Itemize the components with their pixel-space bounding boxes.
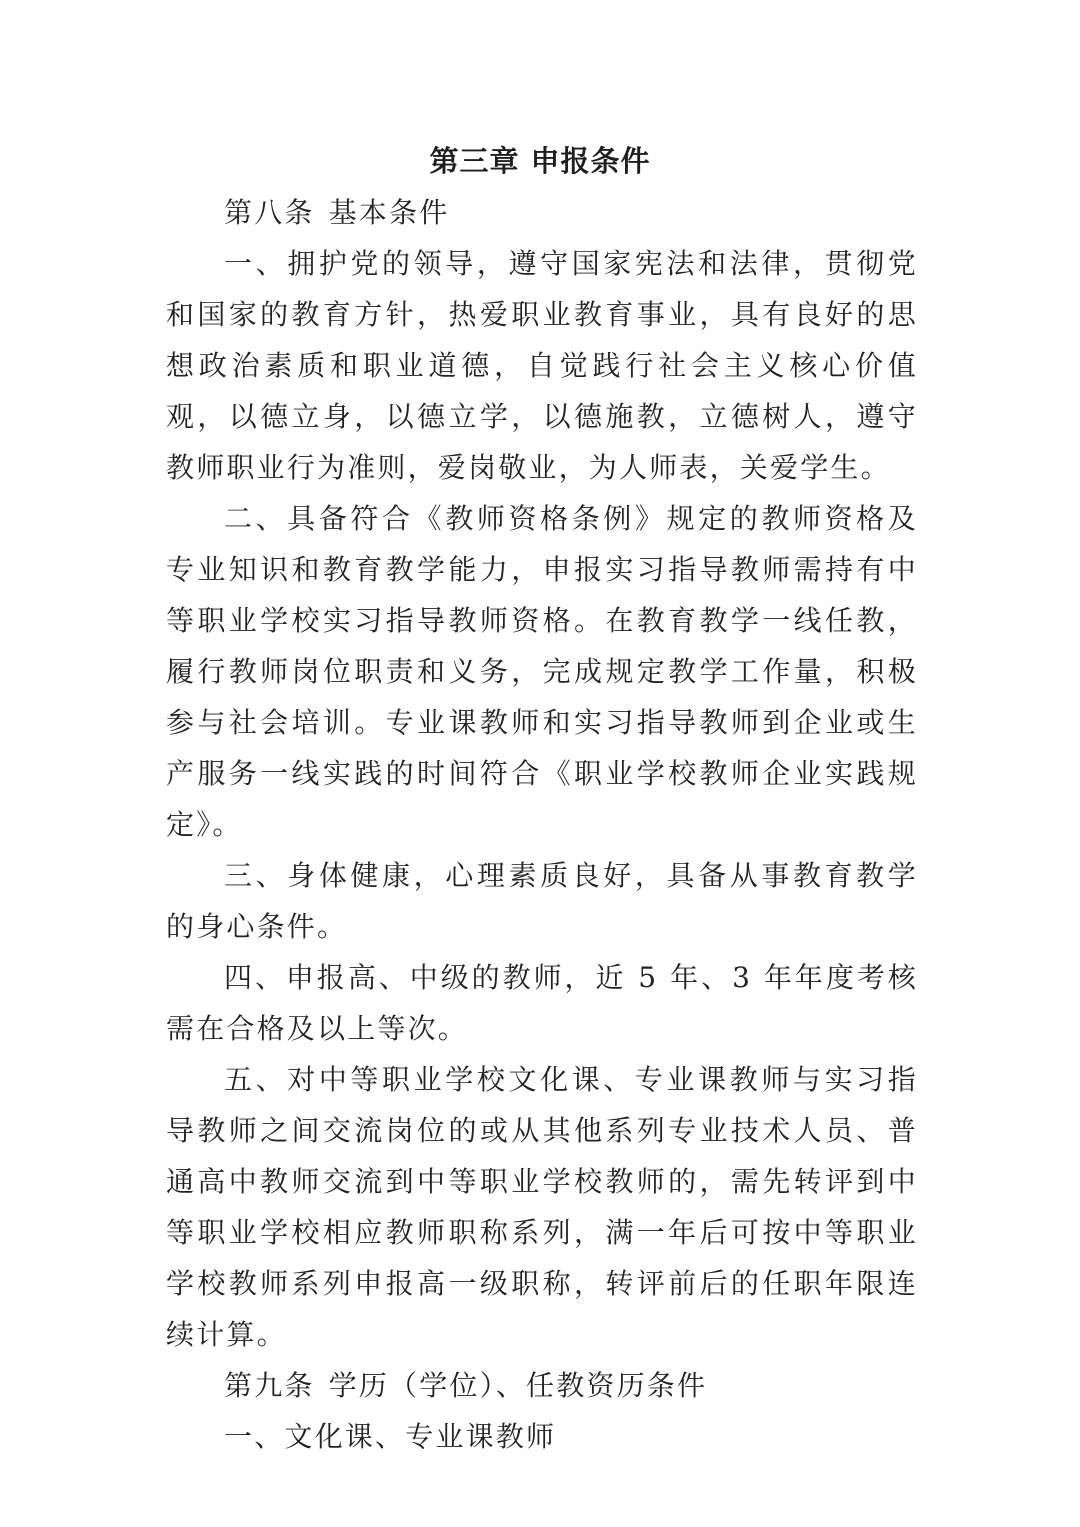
document-body (166, 187, 918, 1462)
article-8-paragraph-4: 四、申报高、中级的教师，近 5 年、3 年年度考核需在合格及以上等次。 (166, 961, 918, 1045)
article-8-paragraph-1: 一、拥护党的领导，遵守国家宪法和法律，贯彻党和国家的教育方针，热爱职业教育事业，具有良好的思想政治素质和职业道德，自觉践行社会主义核心价值观，以德立身，以德立学，以德施教，立德树人，遵守教师职业行为准则，爱岗敬业，为人师表，关爱学生。 (166, 247, 918, 484)
article-9-heading (166, 1360, 918, 1411)
article-8-paragraph-5: 五、对中等职业学校文化课、专业课教师与实习指导教师之间交流岗位的或从其他系列专业技术人员、普通高中教师交流到中等职业学校教师的，需先转评到中等职业学校相应教师职称系列，满一年后可按中等职业学校教师系列申报高一级职称，转评前后的任职年限连续计算。 (166, 1063, 918, 1351)
article-8-title: 基本条件 (328, 196, 450, 229)
article-8-paragraph-2: 二、具备符合《教师资格条例》规定的教师资格及专业知识和教育教学能力，申报实习指导教师需持有中等职业学校实习指导教师资格。在教育教学一线任教，履行教师岗位职责和义务，完成规定教学工作量，积极参与社会培训。专业课教师和实习指导教师到企业或生产服务一线实践的时间符合《职业学校教师企业实践规定》。 (166, 502, 918, 841)
chapter-title: 第三章 申报条件 (429, 144, 651, 178)
article-9-paragraph-1: 一、文化课、专业课教师 (224, 1420, 557, 1453)
article-9-title: 学历（学位）、任教资历条件 (328, 1369, 708, 1402)
article-9-number: 第九条 (224, 1369, 315, 1402)
article-8-paragraph-3: 三、身体健康，心理素质良好，具备从事教育教学的身心条件。 (166, 859, 918, 943)
article-8-number: 第八条 (224, 196, 315, 229)
article-8-heading (166, 187, 918, 238)
